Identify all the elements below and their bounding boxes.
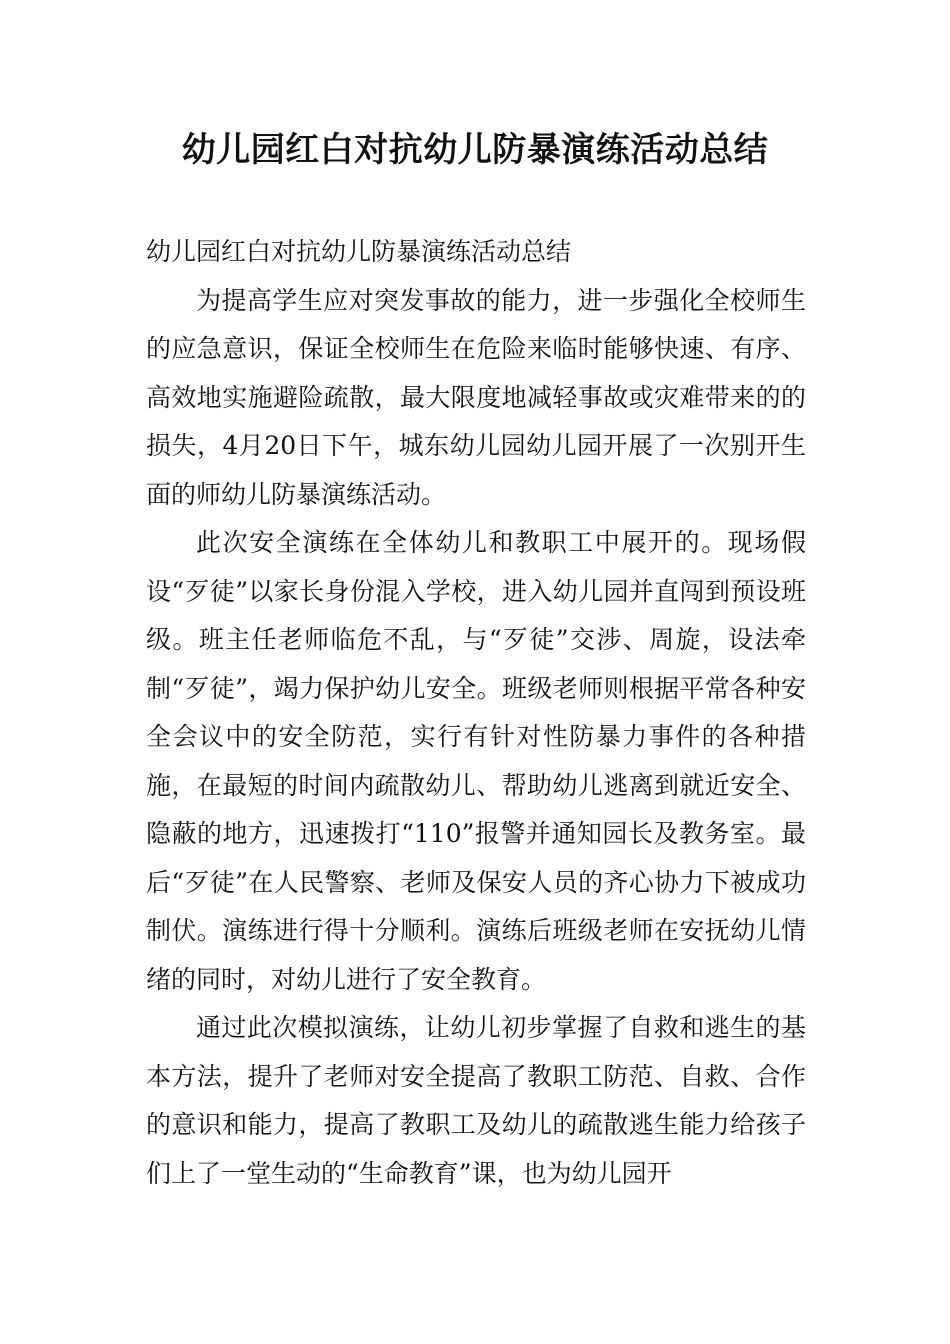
paragraph-3: 通过此次模拟演练，让幼儿初步掌握了自救和逃生的基本方法，提升了老师对安全提高了教职工防范、自救、合作的意识和能力，提高了教职工及幼儿的疏散逃生能力给孩子们上了一堂生动的“生命教育”课，也为幼儿园开 [146,1013,806,1188]
document-title: 幼儿园红白对抗幼儿防暴演练活动总结 [181,130,769,170]
paragraph-1: 为提高学生应对突发事故的能力，进一步强化全校师生的应急意识，保证全校师生在危险来临时能够快速、有序、高效地实施避险疏散，最大限度地减轻事故或灾难带来的的损失，4月20日下午，城东幼儿园幼儿园开展了一次别开生面的师幼儿防暴演练活动。 [146,285,806,509]
document-body [146,228,806,1198]
document-subtitle: 幼儿园红白对抗幼儿防暴演练活动总结 [146,237,572,266]
paragraph-2: 此次安全演练在全体幼儿和教职工中展开的。现场假设“歹徒”以家长身份混入学校，进入幼儿园并直闯到预设班级。班主任老师临危不乱，与“歹徒”交涉、周旋，设法牵制“歹徒”，竭力保护幼儿安全。班级老师则根据平常各种安全会议中的安全防范，实行有针对性防暴力事件的各种措施，在最短的时间内疏散幼儿、帮助幼儿逃离到就近安全、隐蔽的地方，迅速拨打“110”报警并通知园长及教务室。最后“歹徒”在人民警察、老师及保安人员的齐心协力下被成功制伏。演练进行得十分顺利。演练后班级老师在安抚幼儿情绪的同时，对幼儿进行了安全教育。 [146,528,806,994]
